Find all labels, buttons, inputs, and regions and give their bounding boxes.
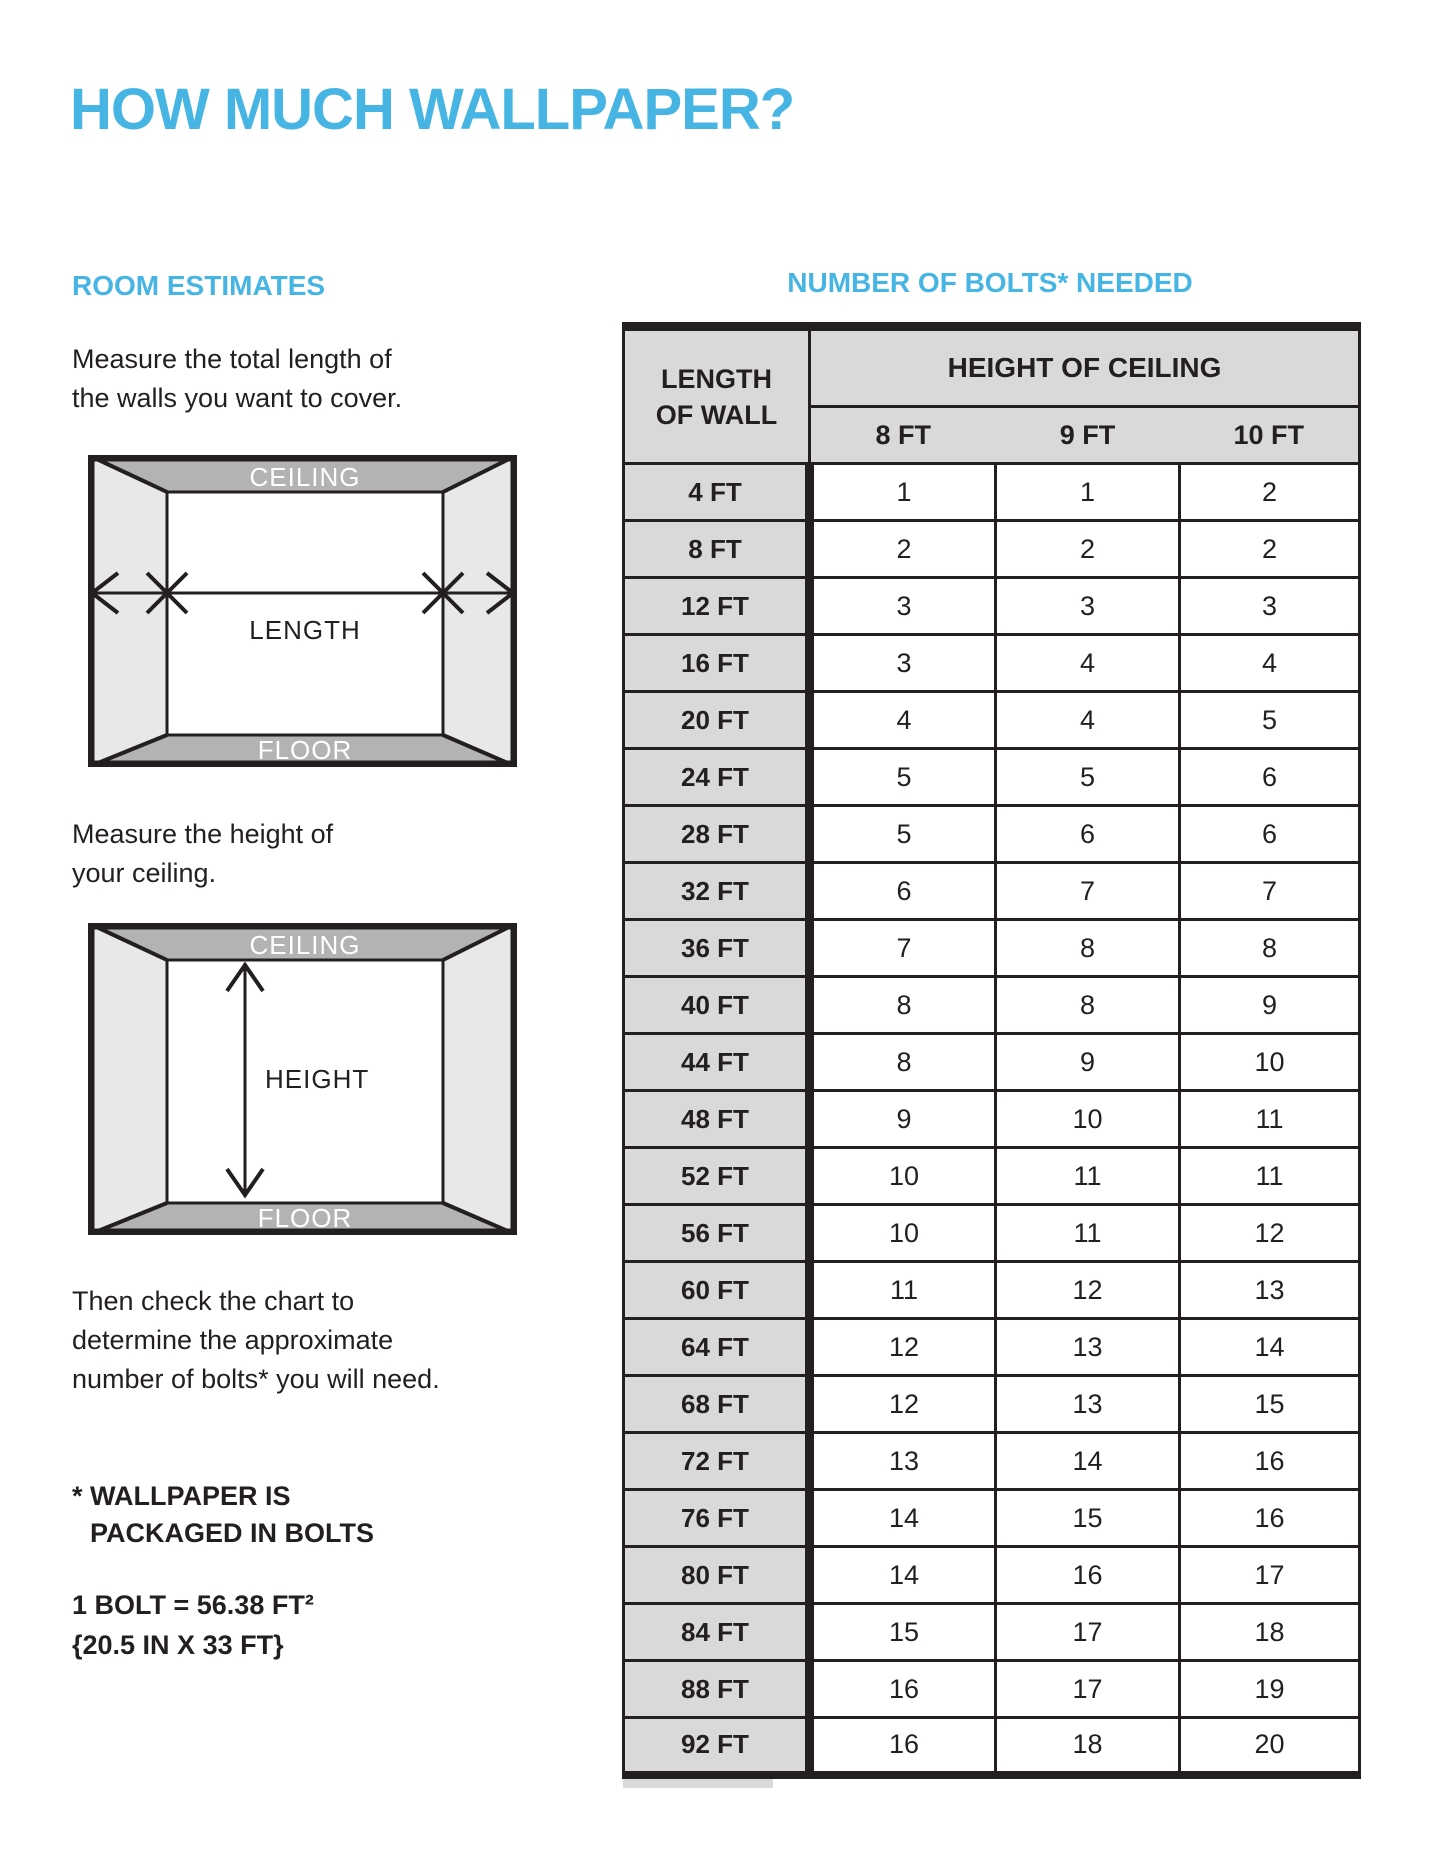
ceiling-label: CEILING bbox=[249, 930, 361, 960]
wall-length-label: 52 FT bbox=[624, 1148, 810, 1205]
table-row bbox=[624, 1034, 1360, 1091]
floor-label: FLOOR bbox=[257, 1203, 353, 1233]
bolts-9ft-cell: 11 bbox=[996, 1148, 1180, 1205]
wall-length-label: 60 FT bbox=[624, 1262, 810, 1319]
bolts-9ft-cell: 11 bbox=[996, 1205, 1180, 1262]
table-row bbox=[624, 1547, 1360, 1604]
bolts-9ft-cell: 13 bbox=[996, 1319, 1180, 1376]
step1-line2: the walls you want to cover. bbox=[72, 383, 403, 413]
bolts-9ft-cell: 5 bbox=[996, 749, 1180, 806]
step1-instructions bbox=[72, 340, 402, 418]
wall-length-label: 36 FT bbox=[624, 920, 810, 977]
wall-length-label: 64 FT bbox=[624, 1319, 810, 1376]
table-row bbox=[624, 1718, 1360, 1775]
bolts-10ft-cell: 3 bbox=[1180, 578, 1360, 635]
bolts-10ft-cell: 7 bbox=[1180, 863, 1360, 920]
table-row bbox=[624, 1661, 1360, 1718]
table-row bbox=[624, 977, 1360, 1034]
right-wall-surface bbox=[443, 455, 517, 767]
bolts-10ft-cell: 11 bbox=[1180, 1148, 1360, 1205]
bolts-10ft-cell: 2 bbox=[1180, 464, 1360, 521]
step3-line1: Then check the chart to bbox=[72, 1286, 355, 1316]
bolts-10ft-cell: 15 bbox=[1180, 1376, 1360, 1433]
bolts-9ft-cell: 12 bbox=[996, 1262, 1180, 1319]
height-of-ceiling-header: HEIGHT OF CEILING bbox=[810, 327, 1360, 407]
bolts-8ft-cell: 8 bbox=[810, 977, 996, 1034]
table-row bbox=[624, 464, 1360, 521]
table-row bbox=[624, 806, 1360, 863]
bolts-10ft-cell: 17 bbox=[1180, 1547, 1360, 1604]
wall-length-label: 88 FT bbox=[624, 1661, 810, 1718]
footnote-line1: * WALLPAPER IS bbox=[72, 1481, 291, 1511]
table-header bbox=[624, 327, 1360, 464]
bolts-needed-table bbox=[622, 322, 1361, 1779]
wall-length-label: 24 FT bbox=[624, 749, 810, 806]
length-label: LENGTH bbox=[249, 615, 361, 645]
bolts-9ft-cell: 16 bbox=[996, 1547, 1180, 1604]
bolts-8ft-cell: 14 bbox=[810, 1490, 996, 1547]
bolts-10ft-cell: 6 bbox=[1180, 806, 1360, 863]
wall-length-label: 84 FT bbox=[624, 1604, 810, 1661]
column-header-8ft: 8 FT bbox=[810, 407, 996, 464]
wall-length-label: 28 FT bbox=[624, 806, 810, 863]
table-row bbox=[624, 521, 1360, 578]
step2-line2: your ceiling. bbox=[72, 858, 217, 888]
column-header-10ft: 10 FT bbox=[1180, 407, 1360, 464]
bolts-8ft-cell: 10 bbox=[810, 1148, 996, 1205]
table-row bbox=[624, 635, 1360, 692]
table-row bbox=[624, 692, 1360, 749]
page-title: HOW MUCH WALLPAPER? bbox=[70, 77, 795, 142]
table-row bbox=[624, 1604, 1360, 1661]
bolts-10ft-cell: 4 bbox=[1180, 635, 1360, 692]
step3-line2: determine the approximate bbox=[72, 1325, 394, 1355]
room-estimates-heading: ROOM ESTIMATES bbox=[72, 270, 326, 301]
step2-line1: Measure the height of bbox=[72, 819, 334, 849]
table-row bbox=[624, 1433, 1360, 1490]
bolts-8ft-cell: 16 bbox=[810, 1718, 996, 1775]
ceiling-height-diagram bbox=[88, 923, 517, 1235]
wall-length-label: 56 FT bbox=[624, 1205, 810, 1262]
table-row bbox=[624, 578, 1360, 635]
left-wall-surface bbox=[88, 923, 167, 1235]
bolts-10ft-cell: 6 bbox=[1180, 749, 1360, 806]
bolts-9ft-cell: 7 bbox=[996, 863, 1180, 920]
bolts-8ft-cell: 3 bbox=[810, 578, 996, 635]
bolts-8ft-cell: 3 bbox=[810, 635, 996, 692]
table-row bbox=[624, 1205, 1360, 1262]
step2-instructions bbox=[72, 815, 333, 893]
bolts-table-heading: NUMBER OF BOLTS* NEEDED bbox=[787, 267, 1193, 298]
bolts-10ft-cell: 19 bbox=[1180, 1661, 1360, 1718]
bolts-8ft-cell: 12 bbox=[810, 1319, 996, 1376]
bolts-9ft-cell: 9 bbox=[996, 1034, 1180, 1091]
bolts-8ft-cell: 10 bbox=[810, 1205, 996, 1262]
table-row bbox=[624, 1376, 1360, 1433]
wall-length-label: 44 FT bbox=[624, 1034, 810, 1091]
bolt-size-info bbox=[72, 1585, 314, 1665]
bolts-9ft-cell: 14 bbox=[996, 1433, 1180, 1490]
bolts-9ft-cell: 10 bbox=[996, 1091, 1180, 1148]
bolts-10ft-cell: 12 bbox=[1180, 1205, 1360, 1262]
table-row bbox=[624, 1490, 1360, 1547]
table-row bbox=[624, 749, 1360, 806]
wall-length-label: 20 FT bbox=[624, 692, 810, 749]
bolts-9ft-cell: 6 bbox=[996, 806, 1180, 863]
bolts-10ft-cell: 20 bbox=[1180, 1718, 1360, 1775]
bolts-8ft-cell: 13 bbox=[810, 1433, 996, 1490]
bolts-9ft-cell: 2 bbox=[996, 521, 1180, 578]
wall-length-label: 8 FT bbox=[624, 521, 810, 578]
bolts-8ft-cell: 8 bbox=[810, 1034, 996, 1091]
bolts-9ft-cell: 8 bbox=[996, 977, 1180, 1034]
right-wall-surface bbox=[443, 923, 517, 1235]
bolts-10ft-cell: 2 bbox=[1180, 521, 1360, 578]
bolts-10ft-cell: 16 bbox=[1180, 1490, 1360, 1547]
table-body bbox=[624, 464, 1360, 1775]
column-header-9ft: 9 FT bbox=[996, 407, 1180, 464]
height-label: HEIGHT bbox=[265, 1064, 370, 1094]
bolts-8ft-cell: 15 bbox=[810, 1604, 996, 1661]
label-column-stub bbox=[623, 1779, 773, 1788]
bolts-9ft-cell: 18 bbox=[996, 1718, 1180, 1775]
bolts-9ft-cell: 1 bbox=[996, 464, 1180, 521]
wall-length-label: 12 FT bbox=[624, 578, 810, 635]
bolts-10ft-cell: 13 bbox=[1180, 1262, 1360, 1319]
bolts-9ft-cell: 4 bbox=[996, 692, 1180, 749]
bolts-10ft-cell: 10 bbox=[1180, 1034, 1360, 1091]
bolts-8ft-cell: 6 bbox=[810, 863, 996, 920]
bolts-9ft-cell: 15 bbox=[996, 1490, 1180, 1547]
bolts-8ft-cell: 2 bbox=[810, 521, 996, 578]
left-wall-surface bbox=[88, 455, 167, 767]
wall-length-label: 92 FT bbox=[624, 1718, 810, 1775]
table-row bbox=[624, 863, 1360, 920]
bolts-8ft-cell: 4 bbox=[810, 692, 996, 749]
wall-length-label: 32 FT bbox=[624, 863, 810, 920]
length-of-wall-line2: OF WALL bbox=[655, 399, 778, 430]
bolt-info-line2: {20.5 IN X 33 FT} bbox=[72, 1630, 284, 1660]
wall-length-label: 72 FT bbox=[624, 1433, 810, 1490]
wall-length-label: 80 FT bbox=[624, 1547, 810, 1604]
wall-length-label: 68 FT bbox=[624, 1376, 810, 1433]
length-of-wall-line1: LENGTH bbox=[661, 363, 772, 394]
wall-length-label: 16 FT bbox=[624, 635, 810, 692]
bolts-8ft-cell: 16 bbox=[810, 1661, 996, 1718]
header-row-group bbox=[624, 327, 1360, 407]
ceiling-label: CEILING bbox=[249, 462, 361, 492]
table-row bbox=[624, 1319, 1360, 1376]
step3-instructions bbox=[72, 1282, 440, 1399]
wall-length-label: 48 FT bbox=[624, 1091, 810, 1148]
bolts-8ft-cell: 5 bbox=[810, 806, 996, 863]
bolts-8ft-cell: 12 bbox=[810, 1376, 996, 1433]
room-length-diagram bbox=[88, 455, 517, 767]
bolts-10ft-cell: 14 bbox=[1180, 1319, 1360, 1376]
bolts-10ft-cell: 8 bbox=[1180, 920, 1360, 977]
wall-length-label: 4 FT bbox=[624, 464, 810, 521]
step3-line3: number of bolts* you will need. bbox=[72, 1364, 440, 1394]
bolts-9ft-cell: 13 bbox=[996, 1376, 1180, 1433]
table-row bbox=[624, 1262, 1360, 1319]
bolt-info-line1: 1 BOLT = 56.38 FT² bbox=[72, 1590, 314, 1620]
bolts-table-section bbox=[622, 266, 1358, 1788]
wall-length-label: 76 FT bbox=[624, 1490, 810, 1547]
step1-line1: Measure the total length of bbox=[72, 344, 392, 374]
bolts-8ft-cell: 5 bbox=[810, 749, 996, 806]
bolts-10ft-cell: 5 bbox=[1180, 692, 1360, 749]
table-row bbox=[624, 920, 1360, 977]
bolts-9ft-cell: 17 bbox=[996, 1604, 1180, 1661]
bolts-10ft-cell: 18 bbox=[1180, 1604, 1360, 1661]
bolts-10ft-cell: 9 bbox=[1180, 977, 1360, 1034]
bolts-8ft-cell: 9 bbox=[810, 1091, 996, 1148]
table-row bbox=[624, 1148, 1360, 1205]
length-of-wall-header bbox=[624, 327, 810, 464]
bolts-8ft-cell: 11 bbox=[810, 1262, 996, 1319]
wall-length-label: 40 FT bbox=[624, 977, 810, 1034]
bolts-8ft-cell: 1 bbox=[810, 464, 996, 521]
back-wall bbox=[167, 492, 443, 735]
wallpaper-bolts-footnote bbox=[72, 1478, 374, 1552]
floor-label: FLOOR bbox=[257, 735, 353, 765]
bolts-10ft-cell: 16 bbox=[1180, 1433, 1360, 1490]
bolts-9ft-cell: 8 bbox=[996, 920, 1180, 977]
bolts-8ft-cell: 7 bbox=[810, 920, 996, 977]
bolts-9ft-cell: 3 bbox=[996, 578, 1180, 635]
bolts-10ft-cell: 11 bbox=[1180, 1091, 1360, 1148]
footnote-line2: PACKAGED IN BOLTS bbox=[90, 1518, 375, 1548]
bolts-9ft-cell: 4 bbox=[996, 635, 1180, 692]
bolts-8ft-cell: 14 bbox=[810, 1547, 996, 1604]
bolts-9ft-cell: 17 bbox=[996, 1661, 1180, 1718]
table-row bbox=[624, 1091, 1360, 1148]
